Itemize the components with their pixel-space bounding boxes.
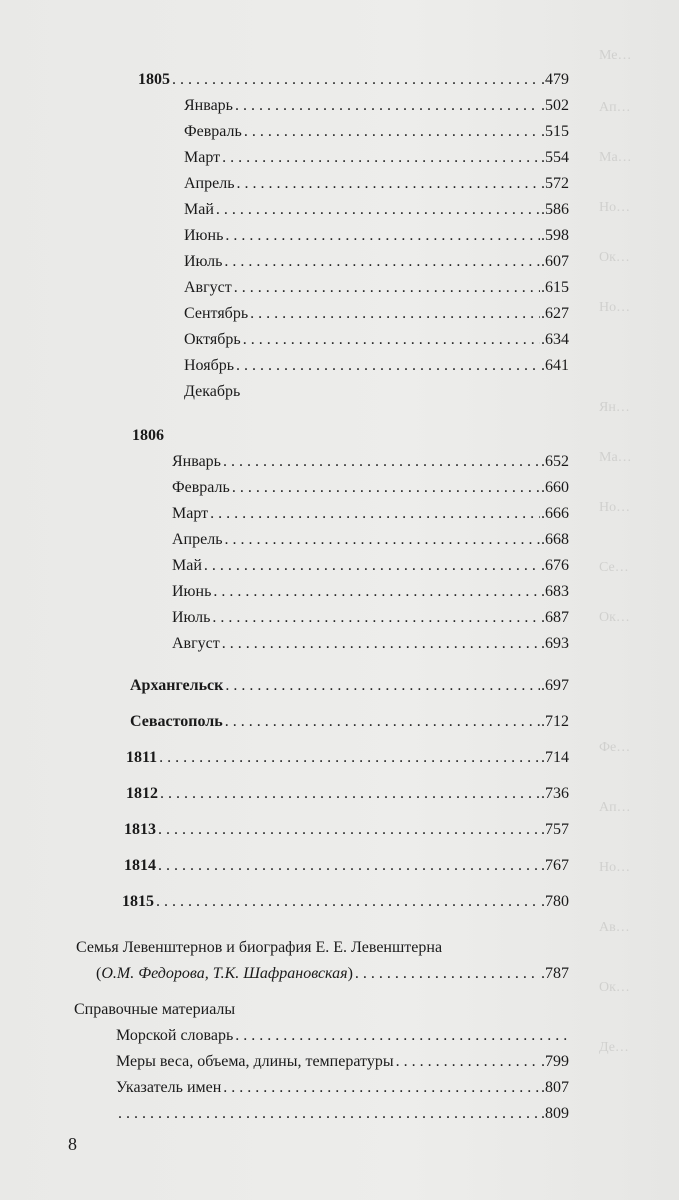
- toc-month-label: Октябрь: [184, 331, 241, 348]
- dot-leader: [235, 1024, 568, 1048]
- toc-entry-1805: [138, 68, 569, 92]
- toc-entry-month: [184, 198, 569, 222]
- toc-entry-reference: [116, 1050, 569, 1074]
- toc-entry-month: [184, 146, 569, 170]
- dot-leader: [225, 710, 540, 734]
- toc-year-label: 1811: [126, 749, 158, 766]
- dot-leader: [158, 818, 540, 842]
- toc-page-number: .676: [541, 557, 569, 574]
- toc-entry-month: [172, 450, 569, 474]
- toc-year-label: 1812: [126, 785, 158, 802]
- toc-entry-month: [184, 224, 569, 248]
- toc-entry-month: [184, 120, 569, 144]
- dot-leader: [156, 890, 540, 914]
- toc-page-number: .666: [541, 505, 569, 522]
- toc-entry-year: [126, 782, 569, 806]
- dot-leader: [118, 1102, 540, 1126]
- toc-month-label: Апрель: [184, 175, 235, 192]
- toc-month-label: Март: [184, 149, 221, 166]
- toc-month-label: Январь: [172, 453, 221, 470]
- toc-entry-year: [122, 890, 569, 914]
- toc-page-number: .780: [541, 893, 569, 910]
- toc-year-heading: 1806: [132, 427, 164, 444]
- toc-family-authors: (О.М. Федорова, Т.К. Шафрановская): [96, 965, 353, 982]
- toc-entry-month: [184, 250, 569, 274]
- toc-entry-month: [184, 328, 569, 352]
- toc-page-number: .615: [541, 279, 569, 296]
- toc-entry-reference: [116, 1102, 569, 1126]
- toc-year-label: 1815: [122, 893, 154, 910]
- dot-leader: [204, 554, 540, 578]
- toc-entry-reference: [116, 1076, 569, 1100]
- dot-leader: [224, 250, 540, 274]
- toc-page-number: .809: [541, 1105, 569, 1122]
- toc-page-number: .572: [541, 175, 569, 192]
- dot-leader: [225, 674, 540, 698]
- dot-leader: [225, 528, 541, 552]
- toc-page-number: .767: [541, 857, 569, 874]
- toc-page-number: .687: [541, 609, 569, 626]
- dot-leader: [236, 354, 540, 378]
- dot-leader: [210, 502, 540, 526]
- toc-page-number: .693: [541, 635, 569, 652]
- toc-page-number: .799: [541, 1053, 569, 1070]
- toc-entry-month: [184, 354, 569, 378]
- dot-leader: [222, 146, 540, 170]
- dot-leader: [158, 854, 540, 878]
- toc-page-number: .668: [541, 531, 569, 548]
- toc-page-number: .787: [541, 965, 569, 982]
- dot-leader: [216, 198, 540, 222]
- toc-page-number: .697: [541, 677, 569, 694]
- toc-entry-month: [184, 276, 569, 300]
- toc-month-label: Декабрь: [184, 383, 241, 400]
- dot-leader: [160, 782, 540, 806]
- dot-leader: [237, 172, 541, 196]
- toc-page-number: .479: [541, 71, 569, 88]
- toc-month-label: Февраль: [172, 479, 230, 496]
- toc-page-number: .652: [541, 453, 569, 470]
- toc-entry-month: [184, 94, 569, 118]
- toc-entry-family: [96, 962, 569, 986]
- toc-year-label: 1814: [124, 857, 156, 874]
- dot-leader: [213, 580, 540, 604]
- toc-month-label: Июнь: [184, 227, 224, 244]
- dot-leader: [172, 68, 540, 92]
- dot-leader: [235, 94, 540, 118]
- toc-entry-month: [184, 302, 569, 326]
- toc-month-label: Март: [172, 505, 209, 522]
- toc-reference-label: Указатель имен: [116, 1079, 222, 1096]
- toc-month-label: Июнь: [172, 583, 212, 600]
- toc-page-number: .641: [541, 357, 569, 374]
- toc-page-number: .634: [541, 331, 569, 348]
- toc-entry-month: [172, 476, 569, 500]
- toc-place-label: Севастополь: [130, 713, 223, 730]
- toc-page-number: .607: [541, 253, 569, 270]
- toc-page-number: .683: [541, 583, 569, 600]
- toc-entry-month: [172, 632, 569, 656]
- toc-entry-month: [172, 502, 569, 526]
- toc-page-number: .757: [541, 821, 569, 838]
- toc-entry-place: [130, 710, 569, 734]
- bleed-through-text: Ме… Ап… Ма… Но… Ок… Но… Ян… Ма… Но… Се… Ок… Фе… Ап… Но… Ав… Ок… Де…: [599, 48, 632, 1055]
- dot-leader: [225, 224, 540, 248]
- toc-month-label: Июль: [184, 253, 223, 270]
- toc-entry-month: [172, 606, 569, 630]
- toc-entry-month: [172, 580, 569, 604]
- toc-reference-label: Меры веса, объема, длины, температуры: [116, 1053, 394, 1070]
- dot-leader: [222, 632, 540, 656]
- toc-entry-reference: [116, 1024, 569, 1048]
- toc-page-number: .660: [541, 479, 569, 496]
- toc-page-number: .714: [541, 749, 569, 766]
- dot-leader: [159, 746, 540, 770]
- dot-leader: [244, 120, 540, 144]
- toc-month-label: Январь: [184, 97, 233, 114]
- toc-page-number: .554: [541, 149, 569, 166]
- toc-entry-month: [172, 554, 569, 578]
- toc-month-label: Ноябрь: [184, 357, 235, 374]
- dot-leader: [250, 302, 540, 326]
- dot-leader: [232, 476, 540, 500]
- toc-page-number: .807: [541, 1079, 569, 1096]
- toc-month-label: Февраль: [184, 123, 242, 140]
- dot-leader: [234, 276, 540, 300]
- dot-leader: [223, 450, 540, 474]
- dot-leader: [355, 962, 540, 986]
- toc-entry-place: [130, 674, 569, 698]
- dot-leader: [223, 1076, 540, 1100]
- toc-month-label: Май: [172, 557, 202, 574]
- toc-page-number: .515: [541, 123, 569, 140]
- toc-page-number: .586: [541, 201, 569, 218]
- toc-page-number: .598: [541, 227, 569, 244]
- toc-entry-year: [126, 746, 569, 770]
- toc-reference-title: Справочные материалы: [74, 1001, 236, 1018]
- dot-leader: [243, 328, 540, 352]
- toc-year-label: 1813: [124, 821, 156, 838]
- toc-entry-year: [124, 854, 569, 878]
- toc-month-label: Июль: [172, 609, 211, 626]
- toc-reference-label: Морской словарь: [116, 1027, 234, 1044]
- toc-month-label: Август: [172, 635, 220, 652]
- toc-place-label: Архангельск: [130, 677, 224, 694]
- toc-page-number: .712: [541, 713, 569, 730]
- toc-year-label: 1805: [138, 71, 170, 88]
- toc-entry-month: [172, 528, 569, 552]
- dot-leader: [396, 1050, 540, 1074]
- toc-page-number: .502: [541, 97, 569, 114]
- toc-page-number: .627: [541, 305, 569, 322]
- toc-entry-year: [124, 818, 569, 842]
- page-number: 8: [68, 1134, 77, 1154]
- toc-family-title: Семья Левенштернов и биография Е. Е. Левенштерна: [76, 939, 443, 956]
- toc-page-number: .736: [541, 785, 569, 802]
- toc-entry-month: [184, 172, 569, 196]
- toc-month-label: Сентябрь: [184, 305, 249, 322]
- toc-month-label: Апрель: [172, 531, 223, 548]
- toc-month-label: Август: [184, 279, 232, 296]
- toc-month-label: Май: [184, 201, 214, 218]
- dot-leader: [212, 606, 540, 630]
